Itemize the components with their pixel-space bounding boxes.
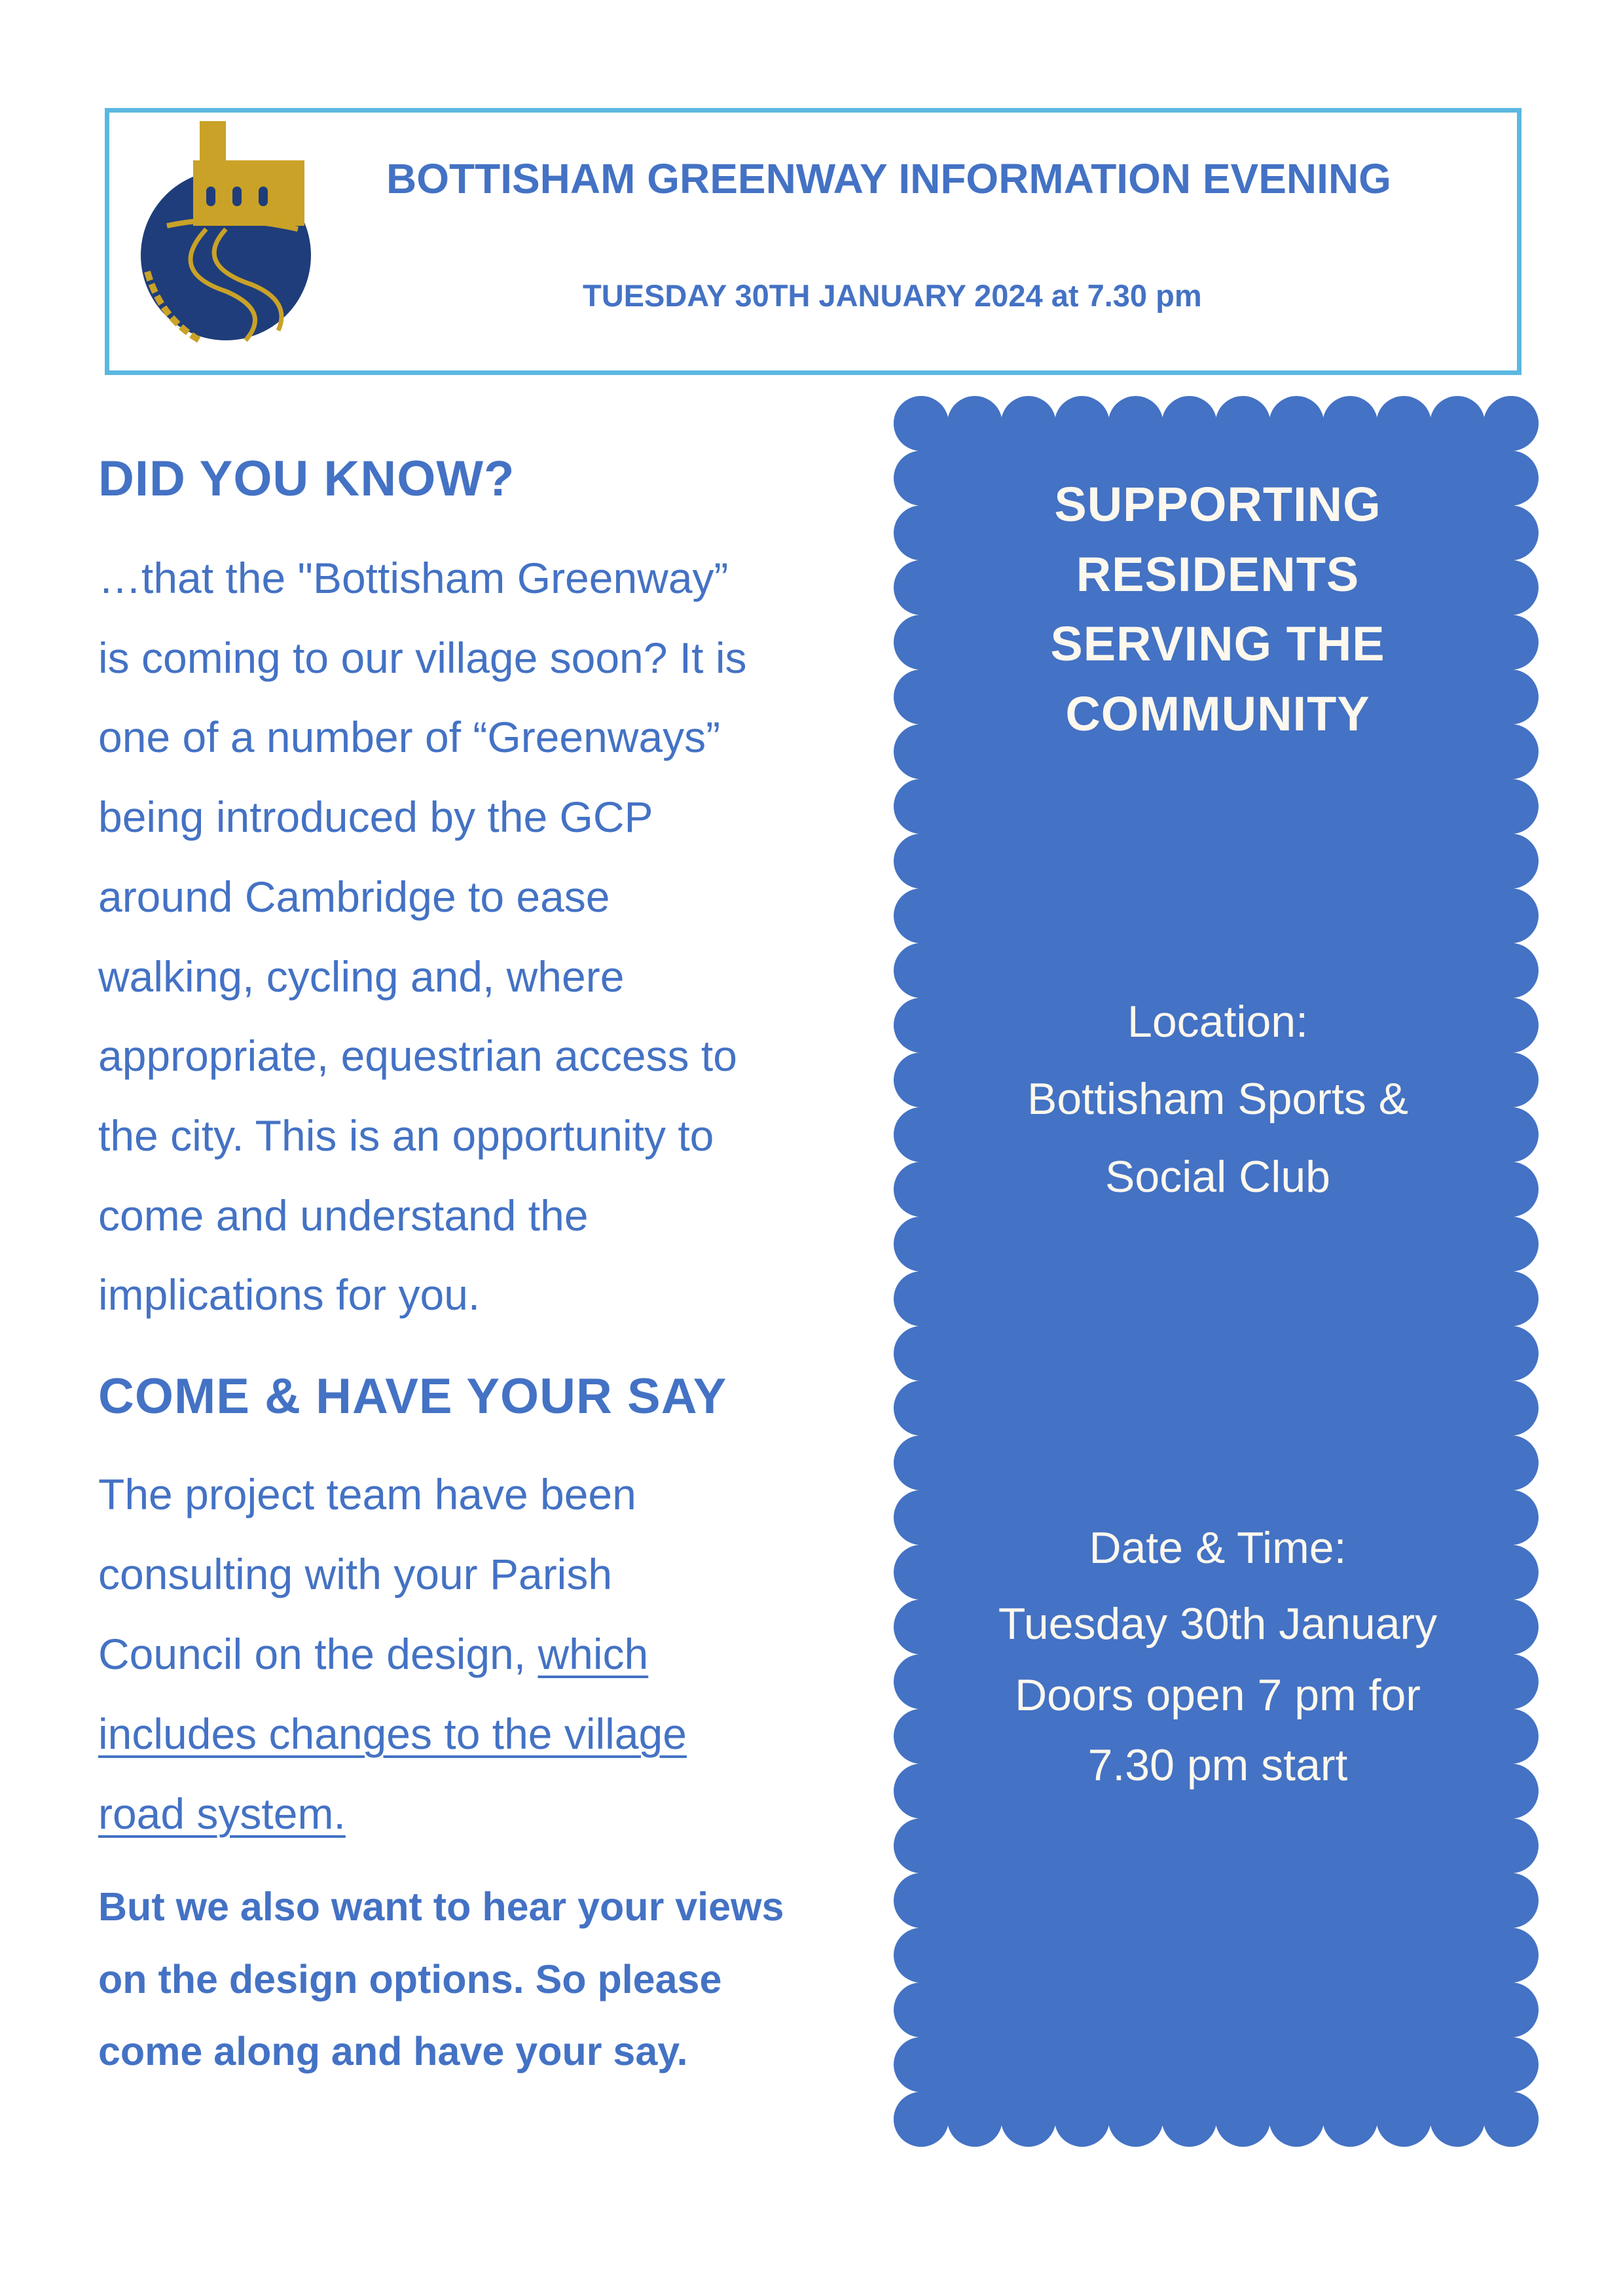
scallop — [894, 1380, 949, 1435]
scallop — [1484, 1982, 1539, 2037]
event-date: TUESDAY 30TH JANUARY 2024 at 7.30 pm — [583, 278, 1202, 313]
scallop — [1484, 1271, 1539, 1326]
scallop — [1162, 2092, 1217, 2147]
scallop — [1430, 396, 1485, 451]
scallop — [894, 888, 949, 943]
event-title: BOTTISHAM GREENWAY INFORMATION EVENING — [386, 155, 1391, 202]
scallop — [894, 1982, 949, 2037]
scallop — [1322, 2092, 1377, 2147]
scallop — [894, 834, 949, 889]
scallop — [1376, 2092, 1431, 2147]
tagline-line: RESIDENTS — [1076, 547, 1360, 601]
paragraph-line: consulting with your Parish — [98, 1550, 613, 1598]
datetime-value: Tuesday 30th January — [998, 1599, 1438, 1649]
scallop — [1001, 396, 1056, 451]
scallop — [894, 1326, 949, 1381]
scallop — [1484, 779, 1539, 834]
location-value: Bottisham Sports & — [1027, 1074, 1409, 1124]
scallop — [1269, 2092, 1324, 2147]
heading-come-have-your-say: COME & HAVE YOUR SAY — [98, 1369, 727, 1424]
scallop — [1484, 1928, 1539, 1982]
location-value: Social Club — [1105, 1152, 1330, 1202]
paragraph-line: is coming to our village soon? It is — [98, 633, 747, 682]
paragraph-line: being introduced by the GCP — [98, 793, 653, 842]
scallop — [1484, 1435, 1539, 1490]
paragraph-line: the city. This is an opportunity to — [98, 1111, 714, 1160]
heading-did-you-know: DID YOU KNOW? — [98, 451, 515, 507]
scallop — [894, 943, 949, 998]
paragraph-line: walking, cycling and, where — [98, 952, 625, 1001]
scallop — [947, 2092, 1002, 2147]
scallop — [1484, 1380, 1539, 1435]
paragraph-line: one of a number of “Greenways” — [98, 713, 721, 762]
scallop — [1430, 2092, 1485, 2147]
bold-line: But we also want to hear your views — [98, 1884, 784, 1929]
paragraph-line: come and understand the — [98, 1191, 589, 1240]
scallop — [894, 1873, 949, 1928]
scallop — [1108, 2092, 1163, 2147]
scallop — [894, 396, 949, 451]
scallop — [1484, 943, 1539, 998]
scallop — [1484, 2037, 1539, 2092]
scallop — [894, 1217, 949, 1272]
bold-line: come along and have your say. — [98, 2029, 688, 2073]
scallop — [1215, 2092, 1270, 2147]
paragraph-line: The project team have been — [98, 1470, 636, 1518]
scallop — [894, 1818, 949, 1873]
scallop — [1484, 1326, 1539, 1381]
tagline-line: SUPPORTING — [1054, 477, 1381, 531]
scallop — [1269, 396, 1324, 451]
scallop — [1108, 396, 1163, 451]
tagline-line: SERVING THE — [1050, 617, 1385, 671]
scallop — [894, 779, 949, 834]
underlined-line: road system. — [98, 1789, 346, 1838]
scallop — [947, 396, 1002, 451]
underlined-text: which — [538, 1630, 649, 1678]
paragraph-text: Council on the design, — [98, 1630, 538, 1678]
scallop — [1484, 1873, 1539, 1928]
scallop — [1484, 834, 1539, 889]
scallop — [1322, 396, 1377, 451]
scallop — [1001, 2092, 1056, 2147]
datetime-value: Doors open 7 pm for — [1015, 1670, 1421, 1720]
paragraph-line: around Cambridge to ease — [98, 872, 610, 921]
datetime-value: 7.30 pm start — [1087, 1740, 1348, 1790]
scallop — [1484, 2092, 1539, 2147]
paragraph-line: implications for you. — [98, 1270, 481, 1319]
datetime-label: Date & Time: — [1089, 1523, 1347, 1573]
paragraph-line — [98, 1629, 648, 1679]
paragraph-line: appropriate, equestrian access to — [98, 1031, 737, 1081]
scallop — [1484, 888, 1539, 943]
scallop — [894, 2092, 949, 2147]
scallop — [894, 1271, 949, 1326]
parish-crest-logo — [128, 121, 324, 344]
scallop — [894, 1928, 949, 1982]
bold-line: on the design options. So please — [98, 1957, 722, 2001]
scallop — [1484, 1217, 1539, 1272]
scallop — [1162, 396, 1217, 451]
scallop — [894, 2037, 949, 2092]
tagline-line: COMMUNITY — [1065, 687, 1370, 741]
scallop — [1215, 396, 1270, 451]
scallop — [1376, 396, 1431, 451]
paragraph-line: …that the "Bottisham Greenway” — [98, 554, 729, 602]
scallop — [1055, 396, 1110, 451]
scallop — [1484, 1818, 1539, 1873]
location-label: Location: — [1127, 997, 1308, 1047]
panel-body — [921, 423, 1511, 2119]
scallop — [894, 1435, 949, 1490]
underlined-line: includes changes to the village — [98, 1710, 687, 1758]
scallop — [1484, 396, 1539, 451]
scallop — [1055, 2092, 1110, 2147]
